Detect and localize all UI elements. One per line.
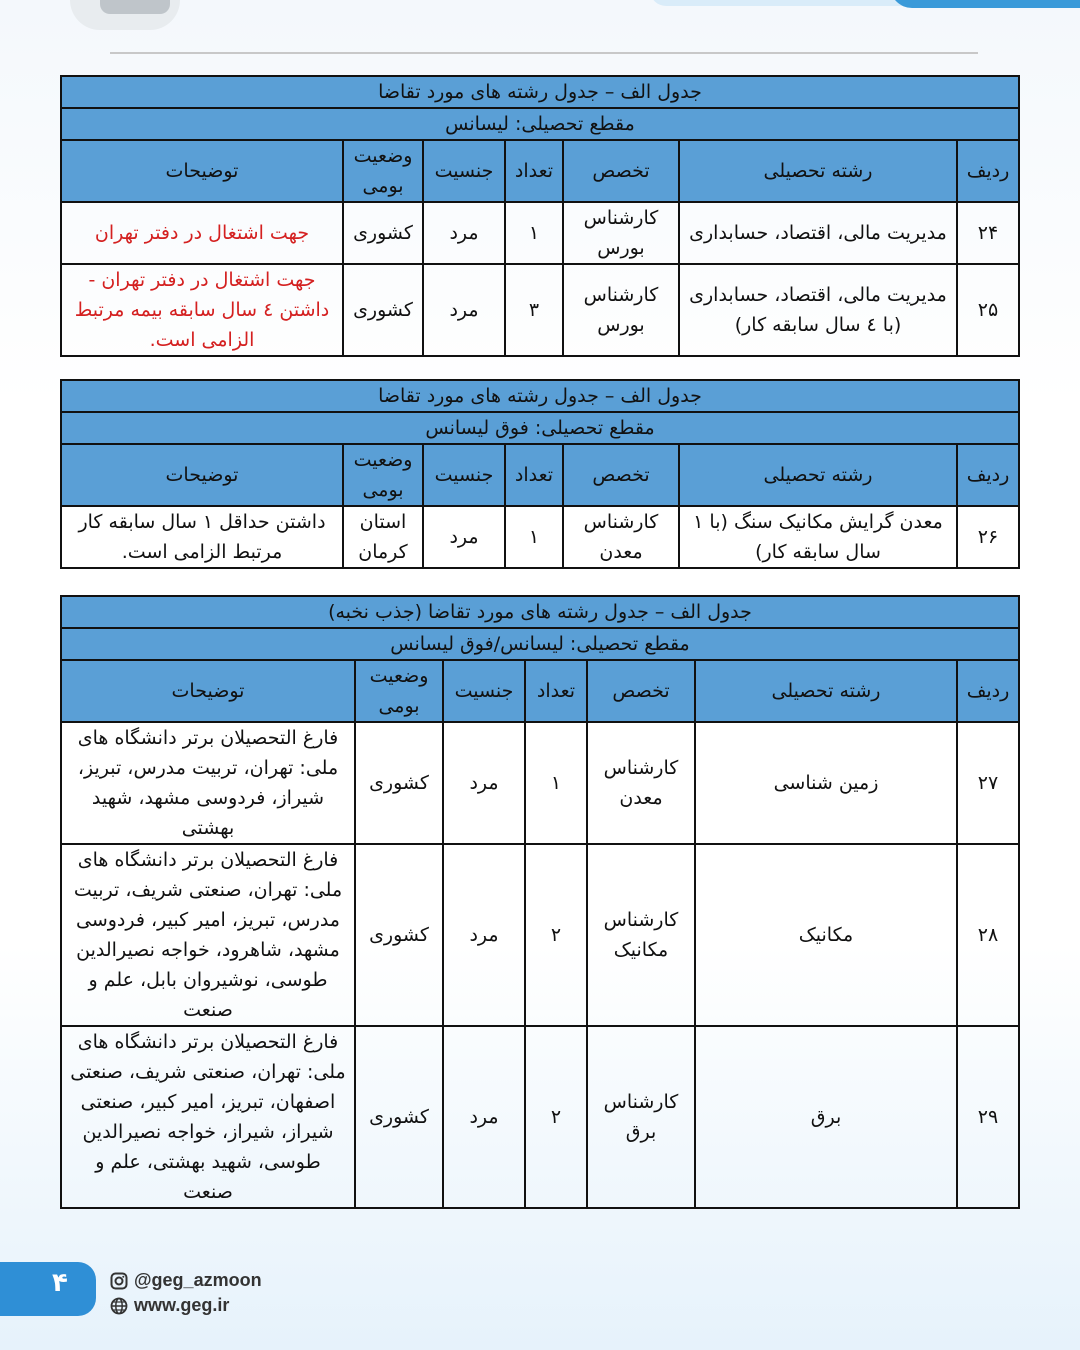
cell-specialty: کارشناس معدن: [563, 506, 679, 568]
table-row: [61, 722, 1019, 844]
header-field: رشته تحصیلی: [679, 444, 957, 506]
header-notes: توضیحات: [61, 444, 343, 506]
table-level: مقطع تحصیلی: لیسانس/فوق لیسانس: [61, 628, 1019, 660]
cell-count: ۲: [525, 844, 587, 1026]
cell-gender: مرد: [443, 1026, 525, 1208]
instagram-handle: @geg_azmoon: [134, 1270, 262, 1290]
page-number: ۴: [52, 1268, 68, 1298]
table-master: [60, 379, 1020, 569]
cell-notes: فارغ التحصیلان برتر دانشگاه های ملی: تهران، صنعتی شریف، تربیت مدرس، تبریز، امیر کبیر، فردوسی مشهد، شاهرود، خواجه نصیرالدین طوسی، نوشیروان بابل، علم و صنعت: [61, 844, 355, 1026]
cell-gender: مرد: [423, 506, 505, 568]
header-gender: جنسیت: [443, 660, 525, 722]
header-notes: توضیحات: [61, 660, 355, 722]
instagram-link[interactable]: [110, 1270, 262, 1291]
header-decoration: [0, 0, 1080, 60]
header-row: ردیف: [957, 660, 1019, 722]
cell-field: برق: [695, 1026, 957, 1208]
globe-icon: [110, 1297, 128, 1315]
header-divider: [110, 52, 978, 54]
table-level: مقطع تحصیلی: لیسانس: [61, 108, 1019, 140]
table-row: [61, 506, 1019, 568]
cell-gender: مرد: [443, 722, 525, 844]
cell-specialty: کارشناس معدن: [587, 722, 695, 844]
cell-status: کشوری: [355, 722, 443, 844]
header-gender: جنسیت: [423, 140, 505, 202]
cell-count: ۳: [505, 264, 563, 356]
header-notes: توضیحات: [61, 140, 343, 202]
page-number-tab: [0, 1262, 96, 1316]
table-elite: [60, 595, 1020, 1209]
header-specialty: تخصص: [587, 660, 695, 722]
cell-field: مدیریت مالی، اقتصاد، حسابداری: [679, 202, 957, 264]
cell-status: کشوری: [355, 844, 443, 1026]
cell-notes: فارغ التحصیلان برتر دانشگاه های ملی: تهران، تربیت مدرس، تبریز، شیراز، فردوسی مشهد، شهید بهشتی: [61, 722, 355, 844]
cell-specialty: کارشناس برق: [587, 1026, 695, 1208]
cell-field: مدیریت مالی، اقتصاد، حسابداری (با ٤ سال سابقه کار): [679, 264, 957, 356]
cell-status: استان کرمان: [343, 506, 423, 568]
header-gender: جنسیت: [423, 444, 505, 506]
cell-specialty: کارشناس بورس: [563, 264, 679, 356]
website-link[interactable]: [110, 1295, 229, 1316]
header-tab: [890, 0, 1080, 8]
cell-notes: جهت اشتغال در دفتر تهران - داشتن ٤ سال سابقه بیمه مرتبط الزامی است.: [61, 264, 343, 356]
header-status: وضعیت بومی: [343, 140, 423, 202]
table-row: [61, 202, 1019, 264]
cell-count: ۱: [505, 506, 563, 568]
header-specialty: تخصص: [563, 140, 679, 202]
cell-row: ۲۷: [957, 722, 1019, 844]
header-count: تعداد: [525, 660, 587, 722]
table-row: [61, 1026, 1019, 1208]
cell-count: ۲: [525, 1026, 587, 1208]
cell-specialty: کارشناس بورس: [563, 202, 679, 264]
header-status: وضعیت بومی: [343, 444, 423, 506]
cell-field: معدن گرایش مکانیک سنگ (با ۱ سال سابقه کار): [679, 506, 957, 568]
cell-row: ۲۴: [957, 202, 1019, 264]
header-row: ردیف: [957, 444, 1019, 506]
header-specialty: تخصص: [563, 444, 679, 506]
table-bachelor: [60, 75, 1020, 357]
instagram-icon: [110, 1272, 128, 1290]
cell-notes: فارغ التحصیلان برتر دانشگاه های ملی: تهران، صنعتی شریف، صنعتی اصفهان، تبریز، امیر کبیر، صنعتی شیراز، شیراز، خواجه نصیرالدین طوسی، شهید بهشتی، علم و صنعت: [61, 1026, 355, 1208]
cell-specialty: کارشناس مکانیک: [587, 844, 695, 1026]
logo-shape-inner: [100, 0, 170, 14]
header-row: ردیف: [957, 140, 1019, 202]
header-field: رشته تحصیلی: [695, 660, 957, 722]
table-row: [61, 844, 1019, 1026]
header-tab-light: [650, 0, 910, 6]
cell-gender: مرد: [423, 202, 505, 264]
table-title: جدول الف – جدول رشته های مورد تقاضا: [61, 76, 1019, 108]
cell-row: ۲۶: [957, 506, 1019, 568]
cell-count: ۱: [525, 722, 587, 844]
cell-notes: جهت اشتغال در دفتر تهران: [61, 202, 343, 264]
cell-gender: مرد: [443, 844, 525, 1026]
website-url: www.geg.ir: [134, 1295, 230, 1315]
cell-field: زمین شناسی: [695, 722, 957, 844]
table-title: جدول الف – جدول رشته های مورد تقاضا: [61, 380, 1019, 412]
header-count: تعداد: [505, 444, 563, 506]
cell-notes: داشتن حداقل ۱ سال سابقه کار مرتبط الزامی است.: [61, 506, 343, 568]
cell-status: کشوری: [343, 264, 423, 356]
cell-gender: مرد: [423, 264, 505, 356]
table-level: مقطع تحصیلی: فوق لیسانس: [61, 412, 1019, 444]
cell-count: ۱: [505, 202, 563, 264]
cell-row: ۲۵: [957, 264, 1019, 356]
cell-row: ۲۹: [957, 1026, 1019, 1208]
cell-status: کشوری: [343, 202, 423, 264]
cell-row: ۲۸: [957, 844, 1019, 1026]
table-title: جدول الف – جدول رشته های مورد تقاضا (جذب نخبه): [61, 596, 1019, 628]
header-count: تعداد: [505, 140, 563, 202]
table-row: [61, 264, 1019, 356]
header-field: رشته تحصیلی: [679, 140, 957, 202]
header-status: وضعیت بومی: [355, 660, 443, 722]
cell-field: مکانیک: [695, 844, 957, 1026]
cell-status: کشوری: [355, 1026, 443, 1208]
